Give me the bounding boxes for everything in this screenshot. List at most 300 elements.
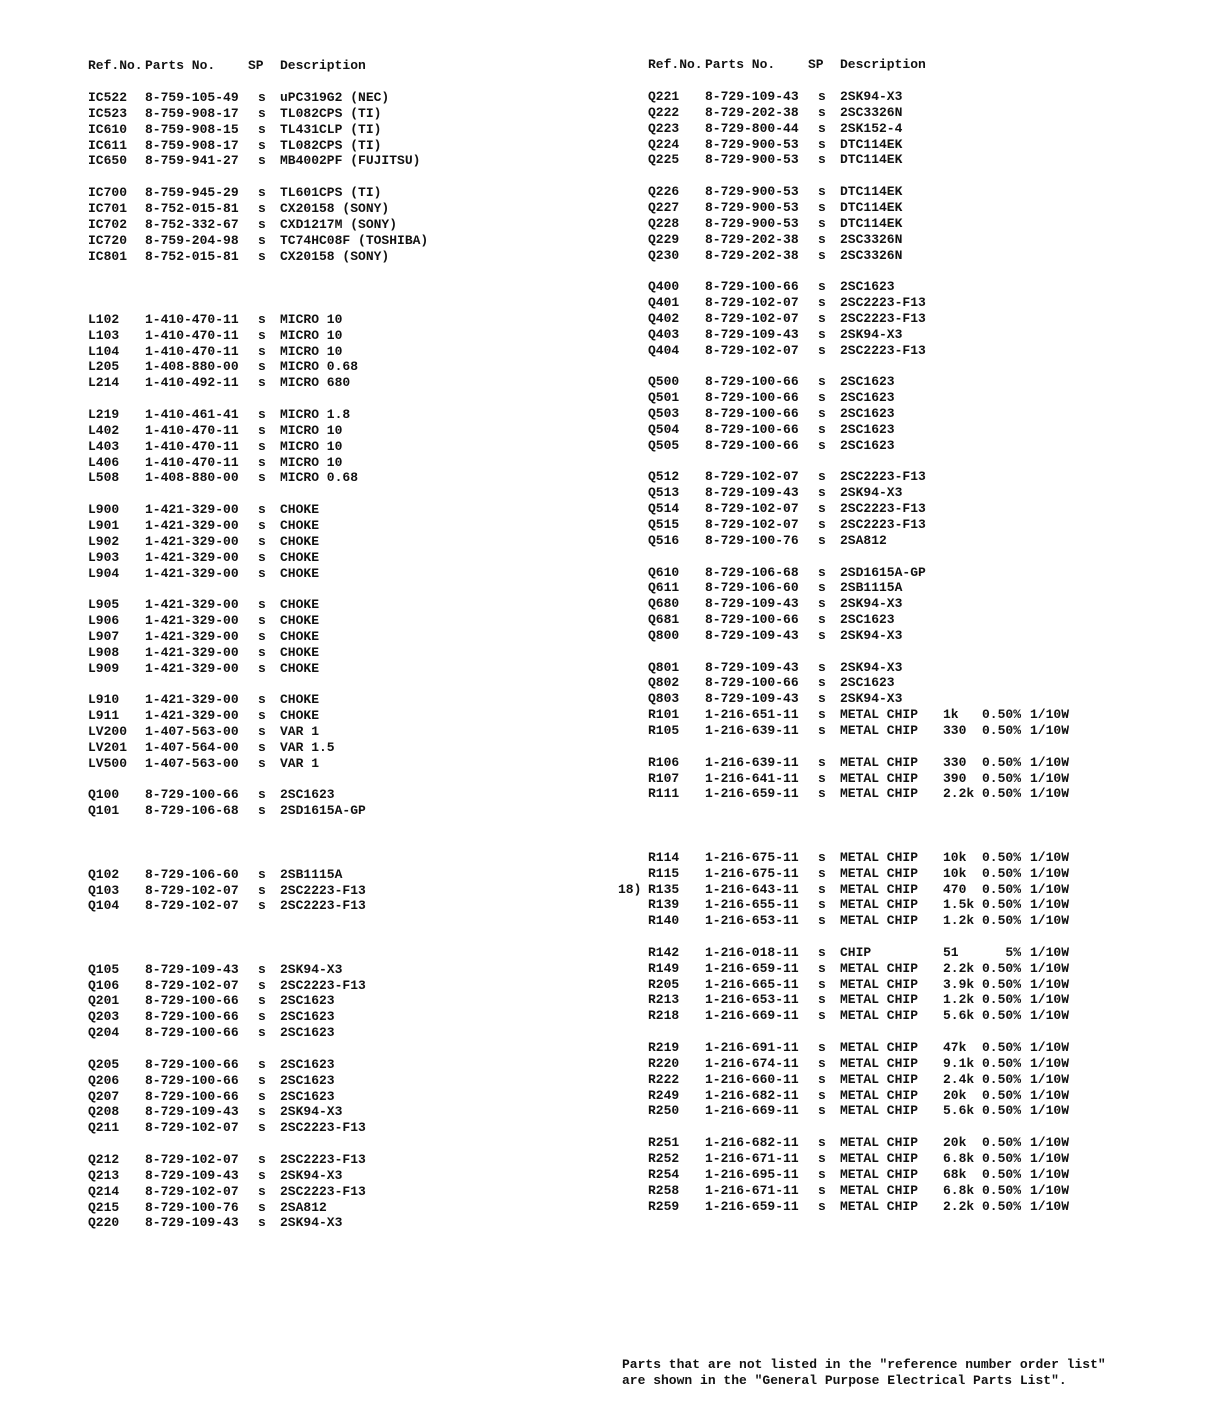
sp-header: SP [248,58,264,73]
sp-mark: s [258,644,266,660]
description: METAL CHIP [840,754,919,770]
sp-mark: s [258,137,266,153]
ref-no: R252 [648,1150,680,1166]
description: TL601CPS (TI) [280,185,382,201]
sp-mark: s [818,944,826,960]
description: 2SC2223-F13 [280,1151,366,1167]
part-number: 8-729-202-38 [705,231,799,247]
footnote-line-1: Parts that are not listed in the "reference number order list" [622,1357,1106,1372]
ref-no: Q221 [648,89,680,104]
sp-mark: s [258,724,266,739]
sp-mark: s [818,627,826,643]
ref-no: R259 [648,1198,680,1214]
description: METAL CHIP [840,1182,919,1198]
part-number: 8-759-908-17 [145,137,239,153]
part-number: 8-729-109-43 [145,1215,239,1231]
part-number: 8-752-015-81 [145,200,239,216]
description: 2SK94-X3 [280,1167,343,1183]
part-number: 8-729-100-66 [705,421,799,437]
sp-mark: s [818,485,826,501]
part-number: 8-729-102-07 [705,501,799,517]
description-header: Description [840,57,926,72]
description: CHOKE [280,502,320,518]
power-rating: 1/10W [1030,1040,1070,1055]
part-number: 1-407-564-00 [145,739,239,755]
power-rating: 1/10W [1030,1150,1070,1166]
description: 2SK94-X3 [840,89,903,104]
description: 2SC1623 [280,1025,335,1041]
sp-mark: s [818,723,826,738]
value: 330 [943,754,967,770]
sp-header: SP [808,57,824,72]
ref-no: Q403 [648,326,680,342]
sp-mark: s [258,311,266,327]
ref-no: Q513 [648,485,680,501]
value: 1.2k [943,992,975,1008]
sp-mark: s [818,596,826,612]
sp-mark: s [258,121,266,137]
tolerance: 0.50% [981,976,1021,992]
description: VAR 1.5 [280,739,335,755]
sp-mark: s [258,597,266,613]
description: DTC114EK [840,152,903,168]
tolerance: 0.50% [981,897,1021,913]
sp-mark: s [818,612,826,628]
description: 2SK94-X3 [840,691,903,707]
sp-mark: s [258,343,266,359]
tolerance: 0.50% [981,786,1021,802]
description: METAL CHIP [840,1135,919,1151]
description: 2SC2223-F13 [280,1120,366,1136]
description: 2SK94-X3 [840,627,903,643]
power-rating: 1/10W [1030,944,1070,960]
description: TC74HC08F (TOSHIBA) [280,232,429,248]
value: 3.9k [943,976,975,992]
description: CHOKE [280,613,320,629]
ref-no: IC522 [88,90,128,105]
sp-mark: s [818,913,826,929]
sp-mark: s [258,153,266,169]
ref-no: LV200 [88,724,128,739]
part-number: 8-729-109-43 [705,596,799,612]
part-number: 1-421-329-00 [145,533,239,549]
part-number: 8-729-102-07 [145,1120,239,1136]
sp-mark: s [818,199,826,215]
description: 2SC3326N [840,247,903,263]
sp-mark: s [258,565,266,581]
value: 330 [943,723,967,738]
ref-no: Q212 [88,1151,120,1167]
part-number: 1-410-470-11 [145,422,239,438]
part-number: 1-216-671-11 [705,1182,799,1198]
part-number: 8-729-100-66 [705,437,799,453]
description: METAL CHIP [840,1087,919,1103]
ref-no: IC801 [88,248,128,264]
tolerance: 0.50% [981,1008,1021,1024]
sp-mark: s [818,865,826,881]
sp-mark: s [818,754,826,770]
description: CHOKE [280,708,320,724]
power-rating: 1/10W [1030,1135,1070,1151]
description: METAL CHIP [840,913,919,929]
description: CHOKE [280,549,320,565]
sp-mark: s [258,200,266,216]
sp-mark: s [818,960,826,976]
sp-mark: s [818,532,826,548]
sp-mark: s [818,501,826,517]
sp-mark: s [258,1167,266,1183]
parts-no-header: Parts No. [145,58,216,73]
sp-mark: s [258,105,266,121]
sp-mark: s [818,659,826,675]
sp-mark: s [818,326,826,342]
ref-no: R249 [648,1087,680,1103]
part-number: 1-216-675-11 [705,849,799,865]
part-number: 1-421-329-00 [145,628,239,644]
description: MICRO 10 [280,422,343,438]
ref-no: Q400 [648,279,680,295]
description: 2SC2223-F13 [840,295,926,311]
power-rating: 1/10W [1030,881,1070,897]
part-number: 1-216-695-11 [705,1166,799,1182]
part-number: 8-729-100-66 [705,390,799,406]
description: 2SC2223-F13 [840,469,926,485]
description: MICRO 10 [280,311,343,327]
description: METAL CHIP [840,770,919,786]
part-number: 1-407-563-00 [145,724,239,739]
part-number: 8-729-100-66 [145,787,239,803]
ref-no: L906 [88,613,120,629]
tolerance: 0.50% [981,1150,1021,1166]
ref-no: L402 [88,422,120,438]
sp-mark: s [818,1071,826,1087]
sp-mark: s [818,184,826,200]
description: 2SC1623 [840,437,895,453]
power-rating: 1/10W [1030,960,1070,976]
part-number: 1-408-880-00 [145,359,239,375]
description: DTC114EK [840,184,903,200]
ref-no: Q230 [648,247,680,263]
value: 47k [943,1040,967,1055]
description: 2SC2223-F13 [840,501,926,517]
part-number: 1-216-643-11 [705,881,799,897]
description: 2SK94-X3 [840,326,903,342]
sp-mark: s [258,90,266,105]
part-number: 1-421-329-00 [145,692,239,708]
sp-mark: s [258,454,266,470]
ref-no: R107 [648,770,680,786]
sp-mark: s [258,248,266,264]
value: 6.8k [943,1150,975,1166]
power-rating: 1/10W [1030,707,1070,723]
sp-mark: s [258,613,266,629]
description: VAR 1 [280,755,320,771]
description: MICRO 1.8 [280,407,351,422]
value: 5.6k [943,1008,975,1024]
part-number: 1-410-470-11 [145,343,239,359]
sp-mark: s [818,437,826,453]
power-rating: 1/10W [1030,992,1070,1008]
ref-no: R135 [648,881,680,897]
description: MICRO 10 [280,454,343,470]
part-number: 1-421-329-00 [145,565,239,581]
ref-no: L900 [88,502,120,518]
ref-no: IC650 [88,153,128,169]
tolerance: 0.50% [981,707,1021,723]
ref-no-header: Ref.No. [88,58,143,73]
part-number: 1-216-639-11 [705,754,799,770]
part-number: 1-216-659-11 [705,960,799,976]
part-number: 8-729-100-66 [705,406,799,421]
ref-no: L104 [88,343,120,359]
ref-no: Q101 [88,803,120,819]
part-number: 8-729-106-68 [705,564,799,580]
part-number: 1-216-655-11 [705,897,799,913]
description: METAL CHIP [840,992,919,1008]
power-rating: 1/10W [1030,770,1070,786]
description: DTC114EK [840,215,903,231]
description: CHIP [840,944,872,960]
part-number: 1-421-329-00 [145,660,239,676]
value: 20k [943,1087,967,1103]
part-number: 8-729-106-68 [145,803,239,819]
sp-mark: s [818,390,826,406]
ref-no: R222 [648,1071,680,1087]
ref-no: R220 [648,1055,680,1071]
part-number: 1-216-639-11 [705,723,799,738]
part-number: 8-729-102-07 [145,1183,239,1199]
tolerance: 0.50% [981,1071,1021,1087]
part-number: 8-759-204-98 [145,232,239,248]
ref-no: L904 [88,565,120,581]
ref-no: L903 [88,549,120,565]
ref-no: Q801 [648,659,680,675]
description: 2SC1623 [280,787,335,803]
description: 2SA812 [840,532,887,548]
ref-no: L907 [88,628,120,644]
part-number: 1-421-329-00 [145,502,239,518]
description: 2SC2223-F13 [840,342,926,358]
tolerance: 0.50% [981,754,1021,770]
part-number: 1-410-461-41 [145,407,239,422]
ref-no: IC702 [88,216,128,232]
description: CHOKE [280,660,320,676]
sp-mark: s [818,469,826,485]
part-number: 8-729-100-66 [145,1072,239,1088]
sp-mark: s [818,1040,826,1055]
part-number: 8-729-100-66 [705,612,799,628]
description: TL082CPS (TI) [280,137,382,153]
value: 6.8k [943,1182,975,1198]
ref-no: R105 [648,723,680,738]
sp-mark: s [818,1055,826,1071]
description: MICRO 0.68 [280,359,359,375]
description: CHOKE [280,597,320,613]
tolerance: 0.50% [981,913,1021,929]
description: CHOKE [280,533,320,549]
sp-mark: s [258,1072,266,1088]
description: TL082CPS (TI) [280,105,382,121]
ref-no: Q681 [648,612,680,628]
part-number: 8-729-109-43 [705,627,799,643]
part-number: 8-752-015-81 [145,248,239,264]
description: 2SK152-4 [840,120,903,136]
sp-mark: s [258,1088,266,1104]
power-rating: 1/10W [1030,849,1070,865]
sp-mark: s [818,580,826,596]
sp-mark: s [818,770,826,786]
part-number: 8-729-109-43 [705,89,799,104]
value: 470 [943,881,967,897]
tolerance: 0.50% [981,1087,1021,1103]
part-number: 8-729-100-66 [145,993,239,1009]
power-rating: 1/10W [1030,1087,1070,1103]
power-rating: 1/10W [1030,1198,1070,1214]
part-number: 8-729-202-38 [705,247,799,263]
part-number: 8-729-102-07 [145,1151,239,1167]
ref-no: R115 [648,865,680,881]
description: 2SC1623 [840,421,895,437]
description: DTC114EK [840,199,903,215]
value: 20k [943,1135,967,1151]
ref-no: R114 [648,849,680,865]
ref-no: Q222 [648,104,680,120]
description: 2SC2223-F13 [280,977,366,993]
part-number: 8-759-941-27 [145,153,239,169]
sp-mark: s [258,1056,266,1072]
description: 2SC3326N [840,104,903,120]
sp-mark: s [258,185,266,201]
tolerance: 0.50% [981,1135,1021,1151]
sp-mark: s [818,310,826,326]
sp-mark: s [258,549,266,565]
part-number: 1-410-470-11 [145,311,239,327]
power-rating: 1/10W [1030,1182,1070,1198]
sp-mark: s [258,1199,266,1215]
part-number: 1-216-669-11 [705,1008,799,1024]
ref-no: R140 [648,913,680,929]
sp-mark: s [818,691,826,707]
description: CX20158 (SONY) [280,200,390,216]
part-number: 8-729-102-07 [145,977,239,993]
description: 2SC1623 [840,279,895,295]
description: 2SC2223-F13 [280,1183,366,1199]
tolerance: 0.50% [981,770,1021,786]
sp-mark: s [818,707,826,723]
ref-no: Q802 [648,675,680,691]
part-number: 8-729-900-53 [705,199,799,215]
part-number: 1-216-665-11 [705,976,799,992]
sp-mark: s [258,961,266,977]
value: 2.4k [943,1071,975,1087]
tolerance: 0.50% [981,723,1021,738]
part-number: 8-759-908-17 [145,105,239,121]
ref-no: Q215 [88,1199,120,1215]
ref-no: L406 [88,454,120,470]
part-number: 8-759-945-29 [145,185,239,201]
description: METAL CHIP [840,1055,919,1071]
sp-mark: s [818,897,826,913]
ref-no: Q500 [648,374,680,390]
ref-no: Q515 [648,516,680,532]
sp-mark: s [818,1150,826,1166]
ref-no: Q503 [648,406,680,421]
sp-mark: s [258,866,266,882]
part-number: 8-729-102-07 [705,516,799,532]
ref-no: L214 [88,375,120,391]
part-number: 8-729-100-76 [145,1199,239,1215]
sp-mark: s [258,755,266,771]
ref-no: Q220 [88,1215,120,1231]
sp-mark: s [258,660,266,676]
description: MICRO 10 [280,343,343,359]
part-number: 8-729-102-07 [705,310,799,326]
sp-mark: s [818,516,826,532]
ref-no: IC523 [88,105,128,121]
ref-no: R142 [648,944,680,960]
tolerance: 5% [1005,944,1021,960]
description: METAL CHIP [840,849,919,865]
ref-no: R149 [648,960,680,976]
sp-mark: s [258,803,266,819]
description: 2SD1615A-GP [840,564,926,580]
ref-no: Q204 [88,1025,120,1041]
ref-no: R219 [648,1040,680,1055]
sp-mark: s [818,152,826,168]
part-number: 1-216-651-11 [705,707,799,723]
description: 2SK94-X3 [840,596,903,612]
part-number: 1-410-470-11 [145,454,239,470]
ref-no: Q516 [648,532,680,548]
ref-no: Q203 [88,1009,120,1025]
part-number: 1-216-018-11 [705,944,799,960]
ref-no: IC720 [88,232,128,248]
tolerance: 0.50% [981,1040,1021,1055]
value: 2.2k [943,786,975,802]
sp-mark: s [818,406,826,421]
tolerance: 0.50% [981,865,1021,881]
ref-no: LV500 [88,755,128,771]
part-number: 1-407-563-00 [145,755,239,771]
description: METAL CHIP [840,1103,919,1119]
ref-no: Q211 [88,1120,120,1136]
sp-mark: s [258,533,266,549]
sp-mark: s [258,739,266,755]
description-header: Description [280,58,366,73]
sp-mark: s [258,708,266,724]
description: 2SK94-X3 [280,1215,343,1231]
ref-no: R218 [648,1008,680,1024]
ref-no: Q803 [648,691,680,707]
part-number: 1-216-653-11 [705,913,799,929]
sp-mark: s [818,342,826,358]
part-number: 8-729-100-76 [705,532,799,548]
description: CHOKE [280,565,320,581]
part-number: 1-216-669-11 [705,1103,799,1119]
ref-no: Q224 [648,136,680,152]
description: 2SC1623 [840,390,895,406]
part-number: 8-729-800-44 [705,120,799,136]
part-number: 1-216-660-11 [705,1071,799,1087]
part-number: 8-729-109-43 [705,485,799,501]
power-rating: 1/10W [1030,723,1070,738]
tolerance: 0.50% [981,992,1021,1008]
description: CHOKE [280,517,320,533]
part-number: 8-729-109-43 [145,1167,239,1183]
sp-mark: s [818,295,826,311]
description: MICRO 10 [280,327,343,343]
footnote-line-2: are shown in the "General Purpose Electrical Parts List". [622,1373,1067,1388]
